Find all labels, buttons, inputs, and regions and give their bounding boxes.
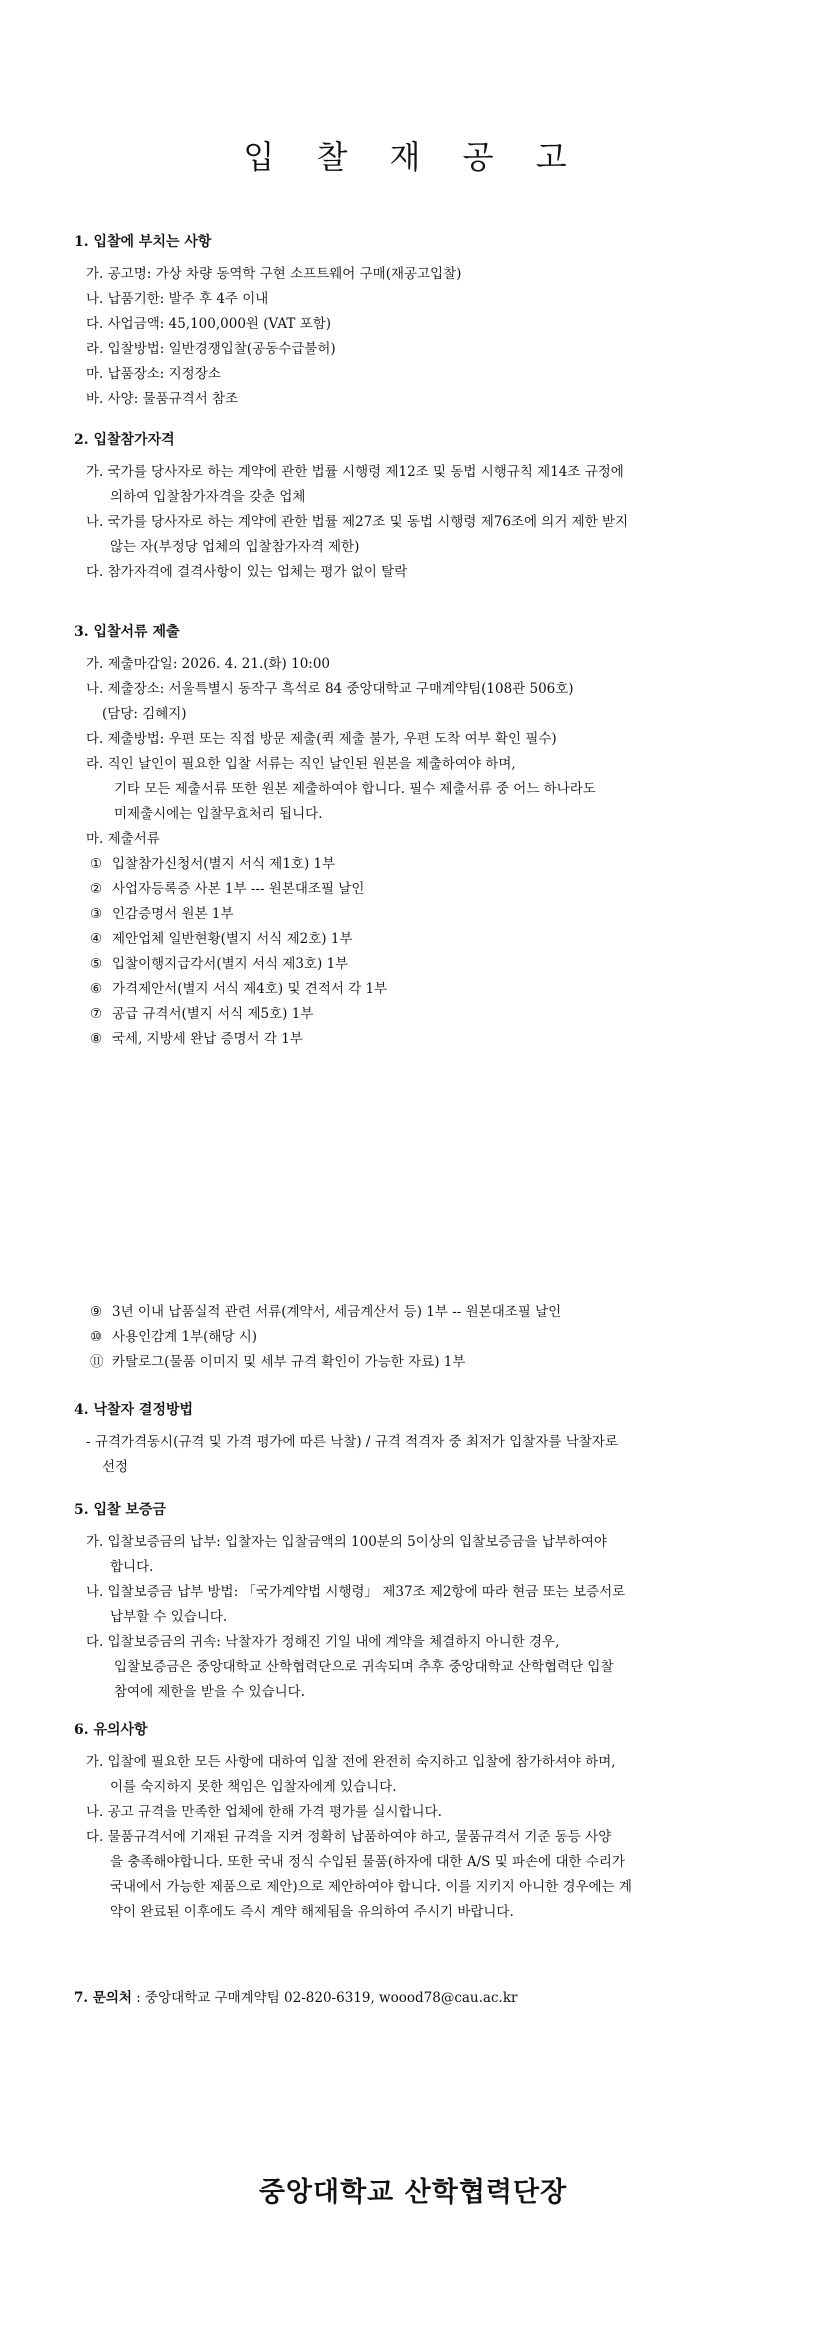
item-line: - 규격가격동시(규격 및 가격 평가에 따른 낙찰) / 규격 적격자 중 최저가 입찰자를 낙찰자로 — [86, 1434, 618, 1450]
item-line: 을 충족해야합니다. 또한 국내 정식 수입된 물품(하자에 대한 A/S 및 파손에 대한 수리가 — [110, 1854, 625, 1870]
document-title: 입 찰 재 공 고 — [243, 138, 583, 176]
section-qualifications — [74, 430, 764, 585]
item-line: 나. 입찰보증금 납부 방법: 「국가계약법 시행령」 제37조 제2항에 따라 현금 또는 보증서로 — [86, 1584, 626, 1600]
doc-item: ⑦ 공급 규격서(별지 서식 제5호) 1부 — [90, 1006, 314, 1022]
item-line: 약이 완료된 이후에도 즉시 계약 해제됨을 유의하여 주시기 바랍니다. — [110, 1904, 514, 1920]
item-line: 나. 납품기한: 발주 후 4주 이내 — [86, 291, 269, 307]
section-notes — [74, 1720, 764, 1925]
item-line: 바. 사양: 물품규격서 참조 — [86, 391, 239, 407]
doc-item: ② 사업자등록증 사본 1부 --- 원본대조필 날인 — [90, 881, 365, 897]
section-submission-continued — [74, 1300, 764, 1375]
item-line: 가. 입찰에 필요한 모든 사항에 대하여 입찰 전에 완전히 숙지하고 입찰에 참가하셔야 하며, — [86, 1754, 616, 1770]
contact-text: : 중앙대학교 구매계약팀 02-820-6319, woood78@cau.ac.kr — [136, 1990, 518, 2006]
item-line: 라. 직인 날인이 필요한 입찰 서류는 직인 날인된 원본을 제출하여야 하며, — [86, 756, 516, 772]
item-line: 다. 참가자격에 결격사항이 있는 업체는 평가 없이 탈락 — [86, 564, 408, 580]
doc-item: ⑪ 카탈로그(물품 이미지 및 세부 규격 확인이 가능한 자료) 1부 — [90, 1354, 466, 1370]
item-line: 가. 입찰보증금의 납부: 입찰자는 입찰금액의 100분의 5이상의 입찰보증금을 납부하여야 — [86, 1534, 607, 1550]
doc-item: ⑨ 3년 이내 납품실적 관련 서류(계약서, 세금계산서 등) 1부 -- 원본대조필 날인 — [90, 1304, 562, 1320]
section-heading: 4. 낙찰자 결정방법 — [74, 1402, 194, 1418]
section-heading: 1. 입찰에 부치는 사항 — [74, 234, 212, 250]
section-bid-bond — [74, 1500, 764, 1705]
doc-item: ⑥ 가격제안서(별지 서식 제4호) 및 견적서 각 1부 — [90, 981, 388, 997]
item-line: 납부할 수 있습니다. — [110, 1609, 228, 1625]
doc-item: ⑤ 입찰이행지급각서(별지 서식 제3호) 1부 — [90, 956, 349, 972]
section-heading: 3. 입찰서류 제출 — [74, 624, 180, 640]
item-line: 입찰보증금은 중앙대학교 산학협력단으로 귀속되며 추후 중앙대학교 산학협력단 입찰 — [114, 1659, 614, 1675]
item-line: 기타 모든 제출서류 또한 원본 제출하여야 합니다. 필수 제출서류 중 어느 하나라도 — [114, 781, 596, 797]
item-line: 가. 국가를 당사자로 하는 계약에 관한 법률 시행령 제12조 및 동법 시행규칙 제14조 규정에 — [86, 464, 624, 480]
contact-label: 7. 문의처 — [74, 1990, 132, 2006]
item-line: 참여에 제한을 받을 수 있습니다. — [114, 1684, 305, 1700]
item-line: 다. 물품규격서에 기재된 규격을 지켜 정확히 납품하여야 하고, 물품규격서 기준 동등 사양 — [86, 1829, 612, 1845]
item-line: 마. 납품장소: 지정장소 — [86, 366, 221, 382]
item-line: 선정 — [102, 1459, 129, 1475]
item-line: 나. 공고 규격을 만족한 업체에 한해 가격 평가를 실시합니다. — [86, 1804, 442, 1820]
item-line: 가. 제출마감일: 2026. 4. 21.(화) 10:00 — [86, 656, 331, 672]
section-submission — [74, 622, 764, 1052]
doc-item: ① 입찰참가신청서(별지 서식 제1호) 1부 — [90, 856, 336, 872]
item-line: 이를 숙지하지 못한 책임은 입찰자에게 있습니다. — [110, 1779, 397, 1795]
item-line: 다. 사업금액: 45,100,000원 (VAT 포함) — [86, 316, 332, 332]
item-line: 나. 제출장소: 서울특별시 동작구 흑석로 84 중앙대학교 구매계약팀(108관 506호) — [86, 681, 574, 697]
issuer-signature: 중앙대학교 산학협력단장 — [258, 2177, 568, 2208]
section-heading: 2. 입찰참가자격 — [74, 432, 175, 448]
item-line: 가. 공고명: 가상 차량 동역학 구현 소프트웨어 구매(재공고입찰) — [86, 266, 462, 282]
section-heading: 6. 유의사항 — [74, 1722, 148, 1738]
contact-line — [74, 1986, 517, 2010]
item-line: 국내에서 가능한 제품으로 제안)으로 제안하여야 합니다. 이를 지키지 아니한 경우에는 계 — [110, 1879, 632, 1895]
section-heading: 5. 입찰 보증금 — [74, 1502, 166, 1518]
item-line: 의하여 입찰참가자격을 갖춘 업체 — [110, 489, 306, 505]
item-line: 합니다. — [110, 1559, 154, 1575]
item-line: 다. 제출방법: 우편 또는 직접 방문 제출(퀵 제출 불가, 우편 도착 여부 확인 필수) — [86, 731, 557, 747]
item-line: 다. 입찰보증금의 귀속: 낙찰자가 정해진 기일 내에 계약을 체결하지 아니한 경우, — [86, 1634, 560, 1650]
section-bid-items — [74, 232, 764, 412]
section-award-method — [74, 1400, 764, 1480]
item-line: 않는 자(부정당 업체의 입찰참가자격 제한) — [110, 539, 360, 555]
item-line: 미제출시에는 입찰무효처리 됩니다. — [114, 806, 323, 822]
item-line: 마. 제출서류 — [86, 831, 160, 847]
item-line: (담당: 김혜지) — [102, 706, 187, 722]
doc-item: ③ 인감증명서 원본 1부 — [90, 906, 234, 922]
doc-item: ⑧ 국세, 지방세 완납 증명서 각 1부 — [90, 1031, 303, 1047]
item-line: 라. 입찰방법: 일반경쟁입찰(공동수급불허) — [86, 341, 336, 357]
doc-item: ⑩ 사용인감계 1부(해당 시) — [90, 1329, 258, 1345]
doc-item: ④ 제안업체 일반현황(별지 서식 제2호) 1부 — [90, 931, 353, 947]
item-line: 나. 국가를 당사자로 하는 계약에 관한 법률 제27조 및 동법 시행령 제76조에 의거 제한 받지 — [86, 514, 629, 530]
